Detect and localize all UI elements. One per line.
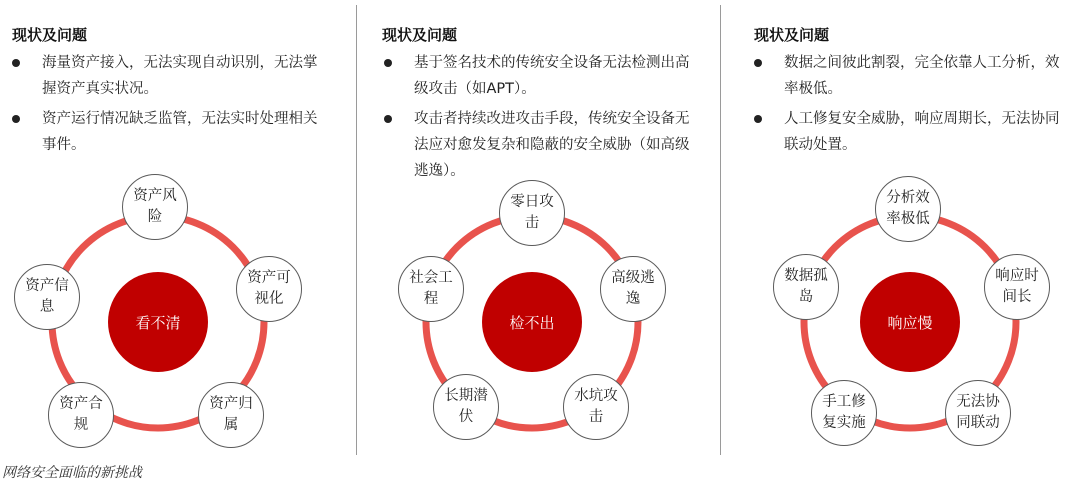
bullet-text: 资产运行情况缺乏监管，无法实时处理相关事件。 (42, 111, 318, 153)
node-circle (236, 256, 302, 322)
node-label: 资产信息 (25, 278, 69, 315)
panel-title: 现状及问题 (382, 26, 458, 44)
bullet-text: 人工修复安全威胁，响应周期长，无法协同联动处置。 (784, 111, 1060, 153)
center-label: 看不清 (135, 313, 181, 332)
ring (721, 0, 1080, 497)
panel-title: 现状及问题 (754, 26, 830, 44)
figure-caption: 网络安全面临的新挑战 (2, 465, 142, 481)
bullet-text: 数据之间彼此割裂，完全依靠人工分析，效率极低。 (784, 55, 1060, 97)
node-circle (122, 174, 188, 240)
bullet-text: 海量资产接入，无法实现自动识别，无法掌握资产真实状况。 (42, 55, 318, 97)
center-circle (860, 272, 960, 372)
node-label: 资产可视化 (247, 270, 291, 307)
node-label: 长期潜伏 (444, 388, 488, 425)
center-label: 响应慢 (887, 313, 933, 332)
node-circle (600, 256, 666, 322)
node-label: 高级逃逸 (611, 270, 655, 307)
panel-visibility (0, 0, 356, 497)
panel-title: 现状及问题 (12, 26, 88, 44)
panel-detection (357, 0, 720, 497)
node-label: 零日攻击 (510, 194, 554, 231)
node-label: 手工修复实施 (822, 394, 866, 431)
node-label: 社会工程 (409, 270, 453, 307)
node-circle (48, 382, 114, 448)
node-circle (875, 176, 941, 242)
node-circle (984, 254, 1050, 320)
node-label: 无法协同联动 (956, 394, 1000, 431)
center-label: 检不出 (509, 313, 555, 332)
node-circle (198, 382, 264, 448)
node-circle (398, 256, 464, 322)
node-circle (773, 254, 839, 320)
node-label: 数据孤岛 (784, 268, 828, 305)
node-label: 资产合规 (59, 396, 103, 433)
node-label: 分析效率极低 (886, 190, 930, 227)
node-circle (811, 380, 877, 446)
ring (357, 0, 720, 497)
node-label: 水坑攻击 (574, 388, 618, 425)
bullet-text: 基于签名技术的传统安全设备无法检测出高级攻击（如APT）。 (414, 55, 690, 97)
center-circle (482, 272, 582, 372)
node-circle (433, 374, 499, 440)
node-label: 响应时间长 (995, 268, 1039, 305)
node-circle (14, 264, 80, 330)
node-circle (563, 374, 629, 440)
node-label: 资产归属 (209, 396, 253, 433)
panel-response (721, 0, 1080, 497)
node-circle (499, 180, 565, 246)
node-circle (945, 380, 1011, 446)
node-label: 资产风险 (133, 188, 177, 225)
center-circle (108, 272, 208, 372)
bullet-text: 攻击者持续改进攻击手段，传统安全设备无法应对愈发复杂和隐蔽的安全威胁（如高级逃逸）。 (414, 111, 690, 179)
